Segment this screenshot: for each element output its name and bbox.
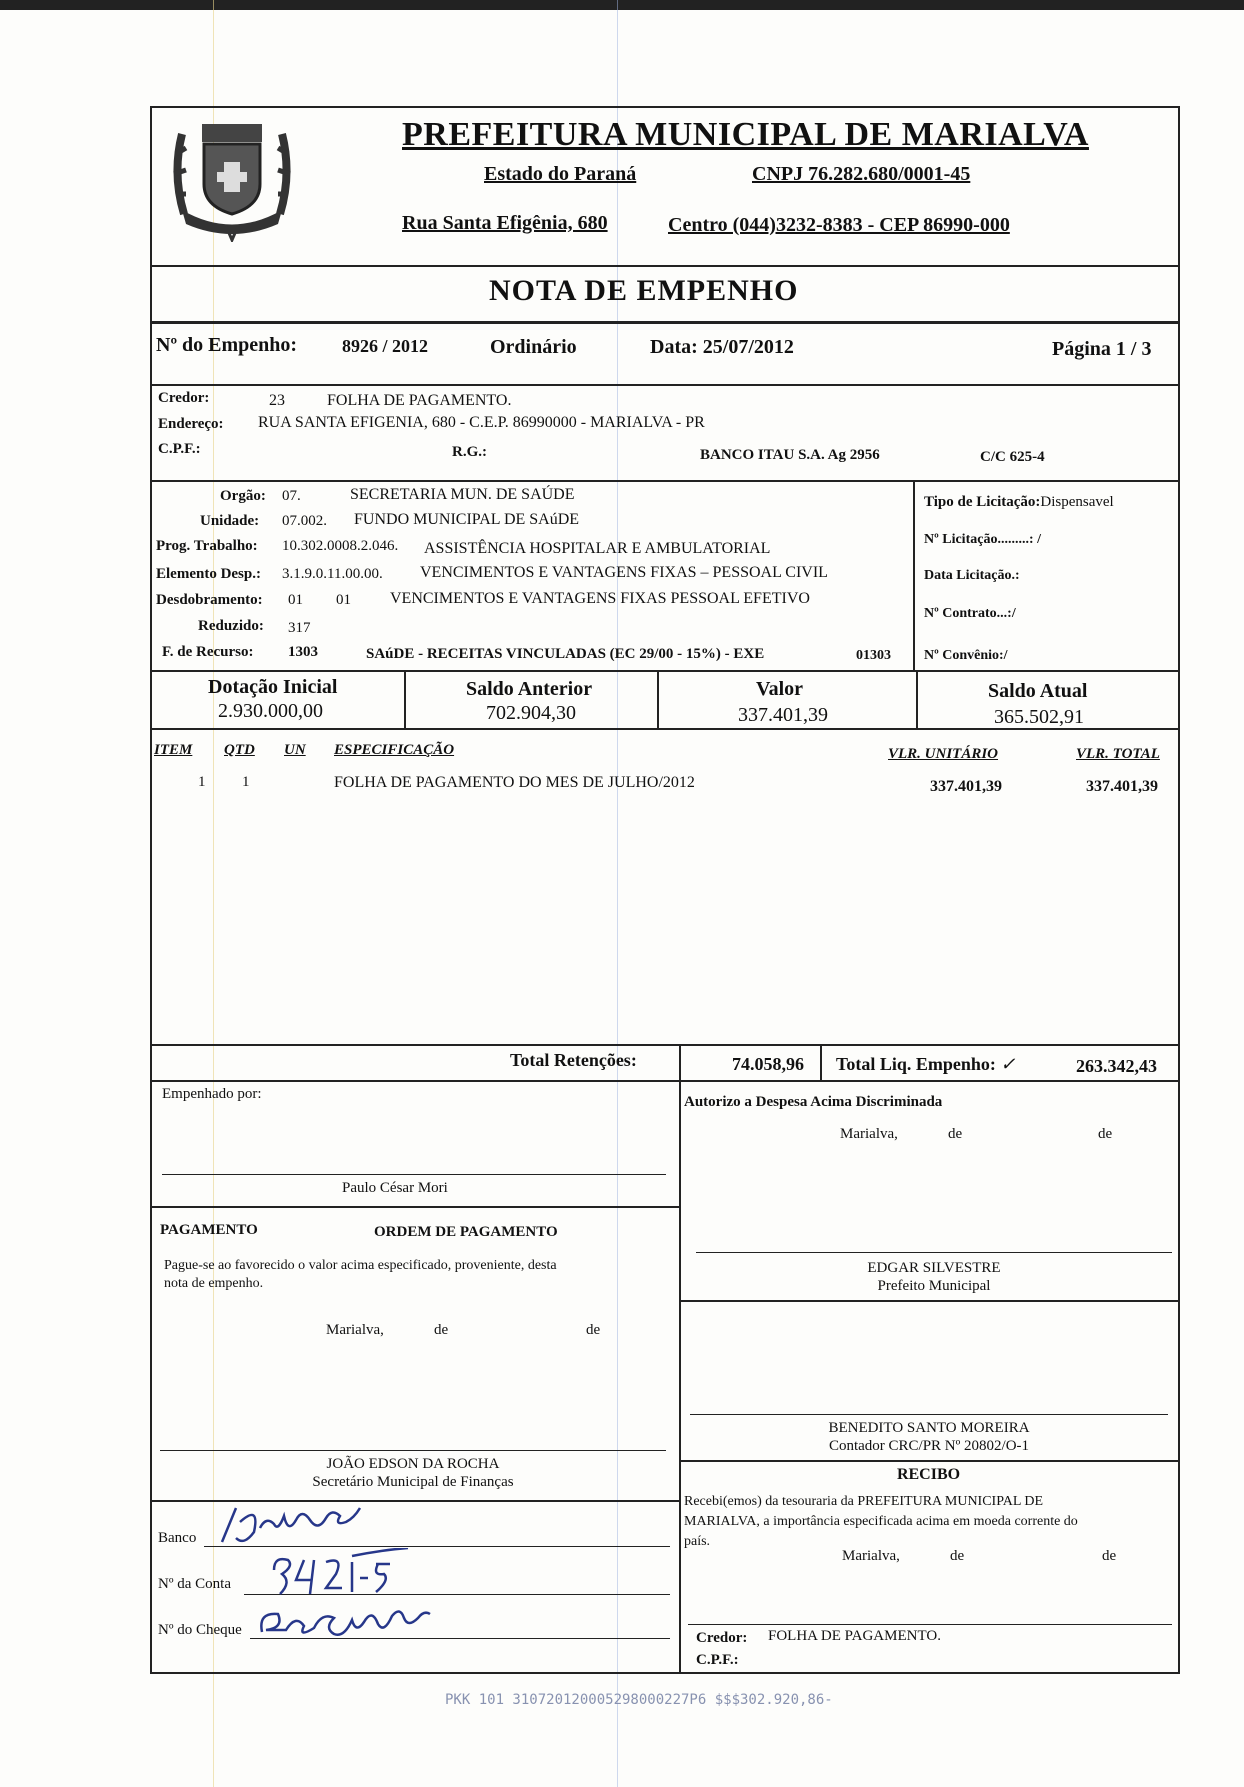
empenhado-signer: Paulo César Mori — [342, 1180, 448, 1196]
item-unit-value: 337.401,39 — [930, 778, 1002, 795]
empenho-type: Ordinário — [490, 336, 577, 358]
desdobramento-name: VENCIMENTOS E VANTAGENS FIXAS PESSOAL EFETIVO — [390, 590, 810, 607]
orgao-code: 07. — [282, 488, 301, 504]
recibo-title: RECIBO — [896, 1466, 961, 1483]
secretario-role: Secretário Municipal de Finanças — [312, 1474, 514, 1490]
liquid-total-label: Total Liq. Empenho: ✓ — [836, 1054, 1016, 1074]
state-label: Estado do Paraná — [484, 163, 637, 185]
pagamento-text-1: Pague-se ao favorecido o valor acima especificado, proveniente, desta — [164, 1258, 557, 1273]
cnpj-label: CNPJ 76.282.680/0001-45 — [752, 163, 971, 185]
spec-column-header: ESPECIFICAÇÃO — [334, 742, 455, 758]
document-title: NOTA DE EMPENHO — [489, 274, 799, 307]
orgao-name: SECRETARIA MUN. DE SAÚDE — [350, 486, 575, 503]
municipality-title: PREFEITURA MUNICIPAL DE MARIALVA — [402, 116, 1089, 153]
cheque-label: Nº do Cheque — [158, 1622, 242, 1638]
unit-value-column-header: VLR. UNITÁRIO — [888, 746, 999, 762]
bank-info: BANCO ITAU S.A. Ag 2956 — [700, 447, 880, 463]
item-column-header: ITEM — [154, 742, 193, 758]
credor-name: FOLHA DE PAGAMENTO. — [327, 392, 512, 409]
address-label: Endereço: — [158, 416, 224, 432]
saldo-atual-value: 365.502,91 — [994, 706, 1084, 728]
recurso-code: 1303 — [288, 644, 318, 660]
elemento-name: VENCIMENTOS E VANTAGENS FIXAS – PESSOAL CIVIL — [420, 564, 828, 581]
retencoes-value: 74.058,96 — [732, 1054, 804, 1074]
licitacao-date: Data Licitação.: — [924, 568, 1020, 583]
item-specification: FOLHA DE PAGAMENTO DO MES DE JULHO/2012 — [334, 774, 695, 791]
prefeito-name: EDGAR SILVESTRE — [867, 1260, 1001, 1276]
dotacao-label: Dotação Inicial — [208, 676, 338, 698]
banco-label: Banco — [158, 1530, 197, 1546]
empenho-form — [150, 106, 1180, 1674]
pagamento-de-1: de — [434, 1322, 449, 1338]
empenho-number: 8926 / 2012 — [342, 336, 429, 356]
autorizo-text: Autorizo a Despesa Acima Discriminada — [684, 1094, 943, 1110]
desdobramento-label: Desdobramento: — [156, 592, 263, 608]
reduzido-value: 317 — [288, 620, 311, 636]
ordem-pagamento-label: ORDEM DE PAGAMENTO — [374, 1224, 558, 1240]
saldo-anterior-value: 702.904,30 — [486, 702, 576, 724]
checkmark-icon: ✓ — [1000, 1054, 1016, 1074]
total-value-column-header: VLR. TOTAL — [1076, 746, 1160, 762]
recibo-line-2: MARIALVA, a importância especificada acima em moeda corrente do — [684, 1514, 1078, 1529]
item-quantity: 1 — [242, 774, 250, 790]
qtd-column-header: QTD — [224, 742, 255, 758]
rg-label: R.G.: — [452, 444, 487, 460]
recurso-name: SAúDE - RECEITAS VINCULADAS (EC 29/00 - 15%) - EXE — [366, 646, 765, 662]
autorizo-de-1: de — [948, 1126, 963, 1142]
unidade-code: 07.002. — [282, 513, 327, 529]
recibo-de-1: de — [950, 1548, 965, 1564]
bank-authentication-code: PKK 101 310720120005298000227P6 $$$302.920,86- — [445, 1692, 833, 1708]
credor-address: RUA SANTA EFIGENIA, 680 - C.E.P. 86990000 - MARIALVA - PR — [258, 414, 705, 431]
dotacao-value: 2.930.000,00 — [218, 700, 323, 722]
item-number: 1 — [198, 774, 206, 790]
recurso-label: F. de Recurso: — [162, 644, 254, 660]
bank-account: C/C 625-4 — [980, 449, 1045, 465]
recibo-credor-name: FOLHA DE PAGAMENTO. — [768, 1628, 941, 1644]
page-number: Página 1 / 3 — [1052, 338, 1152, 360]
saldo-anterior-label: Saldo Anterior — [466, 678, 593, 700]
handwritten-cheque-signature — [252, 1600, 472, 1646]
orgao-label: Orgão: — [220, 488, 266, 504]
pagamento-text-2: nota de empenho. — [164, 1276, 264, 1291]
liquid-total-value: 263.342,43 — [1076, 1056, 1157, 1076]
coat-of-arms-logo — [162, 114, 302, 242]
convenio-number: Nº Convênio:/ — [924, 648, 1008, 663]
handwritten-account-number — [264, 1548, 424, 1604]
licitacao-type-label: Tipo de Licitação:Dispensavel — [924, 494, 1114, 510]
valor-label: Valor — [756, 678, 804, 700]
prog-name: ASSISTÊNCIA HOSPITALAR E AMBULATORIAL — [424, 540, 771, 557]
pagamento-de-2: de — [586, 1322, 601, 1338]
credor-code: 23 — [269, 392, 285, 409]
autorizo-place: Marialva, — [840, 1126, 898, 1142]
contract-number: Nº Contrato...:/ — [924, 606, 1016, 621]
empenho-date: Data: 25/07/2012 — [650, 336, 794, 358]
handwritten-banco-signature — [216, 1498, 416, 1554]
desdobramento-code-b: 01 — [336, 592, 351, 608]
scan-top-edge — [0, 0, 1244, 10]
contador-role: Contador CRC/PR Nº 20802/O-1 — [828, 1438, 1030, 1454]
retencoes-label: Total Retenções: — [510, 1050, 637, 1070]
prog-code: 10.302.0008.2.046. — [282, 538, 399, 554]
licitacao-type: Dispensavel — [1040, 494, 1114, 510]
elemento-label: Elemento Desp.: — [156, 566, 261, 582]
recibo-de-2: de — [1102, 1548, 1117, 1564]
un-column-header: UN — [284, 742, 306, 758]
unidade-name: FUNDO MUNICIPAL DE SAúDE — [354, 511, 580, 528]
saldo-atual-label: Saldo Atual — [988, 680, 1088, 702]
conta-label: Nº da Conta — [158, 1576, 231, 1592]
empenho-number-label: Nº do Empenho: — [156, 334, 298, 356]
street-address: Rua Santa Efigênia, 680 — [402, 212, 608, 234]
prog-label: Prog. Trabalho: — [156, 538, 258, 554]
elemento-code: 3.1.9.0.11.00.00. — [282, 566, 383, 582]
cpf-label: C.P.F.: — [158, 441, 201, 457]
recibo-place: Marialva, — [842, 1548, 900, 1564]
valor-value: 337.401,39 — [738, 704, 828, 726]
desdobramento-code-a: 01 — [288, 592, 303, 608]
autorizo-de-2: de — [1098, 1126, 1113, 1142]
recibo-line-3: país. — [684, 1534, 711, 1549]
reduzido-label: Reduzido: — [198, 618, 264, 634]
pagamento-label: PAGAMENTO — [160, 1222, 258, 1238]
credor-label: Credor: — [158, 390, 210, 406]
item-total-value: 337.401,39 — [1086, 778, 1158, 795]
empenhado-label: Empenhado por: — [162, 1086, 262, 1102]
recurso-number: 01303 — [856, 648, 891, 663]
recibo-cpf-label: C.P.F.: — [696, 1652, 739, 1668]
licitacao-number: Nº Licitação.........: / — [924, 532, 1041, 547]
address-details: Centro (044)3232-8383 - CEP 86990-000 — [668, 214, 1010, 236]
recibo-line-1: Recebi(emos) da tesouraria da PREFEITURA MUNICIPAL DE — [684, 1494, 1044, 1509]
unidade-label: Unidade: — [200, 513, 260, 529]
secretario-name: JOÃO EDSON DA ROCHA — [326, 1456, 500, 1472]
recibo-credor-label: Credor: — [696, 1630, 748, 1646]
pagamento-place: Marialva, — [326, 1322, 384, 1338]
prefeito-role: Prefeito Municipal — [877, 1278, 991, 1294]
contador-name: BENEDITO SANTO MOREIRA — [828, 1420, 1030, 1436]
